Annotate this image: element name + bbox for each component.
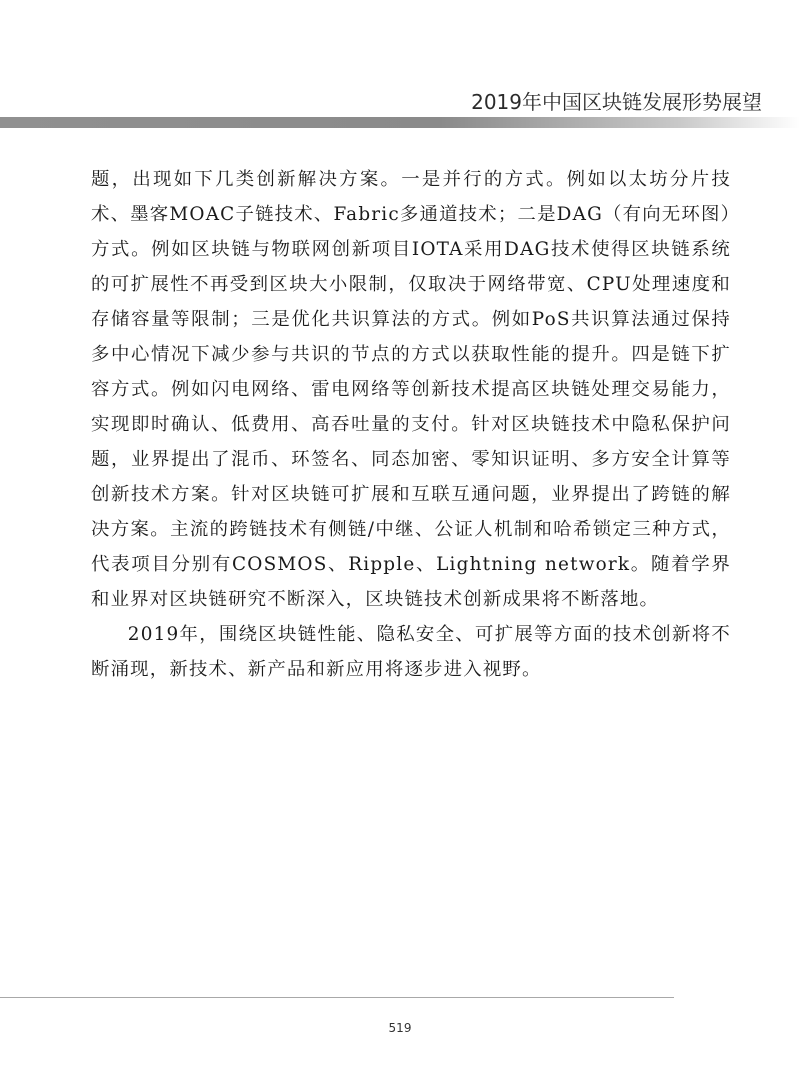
paragraph-2019-outlook: 2019年，围绕区块链性能、隐私安全、可扩展等方面的技术创新将不断涌现，新技术、新产品和新应用将逐步进入视野。 — [91, 624, 731, 680]
page-number: 519 — [388, 1021, 412, 1035]
body-text — [91, 162, 731, 687]
running-header-title: 2019年中国区块链发展形势展望 — [471, 90, 762, 114]
footer-rule — [0, 997, 674, 998]
header-rule — [0, 117, 800, 128]
paragraph-continued: 题，出现如下几类创新解决方案。一是并行的方式。例如以太坊分片技术、墨客MOAC子链技术、Fabric多通道技术；二是DAG（有向无环图）方式。例如区块链与物联网创新项目IOTA采用DAG技术使得区块链系统的可扩展性不再受到区块大小限制，仅取决于网络带宽、CPU处理速度和存储容量等限制；三是优化共识算法的方式。例如PoS共识算法通过保持多中心情况下减少参与共识的节点的方式以获取性能的提升。四是链下扩容方式。例如闪电网络、雷电网络等创新技术提高区块链处理交易能力，实现即时确认、低费用、高吞吐量的支付。针对区块链技术中隐私保护问题，业界提出了混币、环签名、同态加密、零知识证明、多方安全计算等创新技术方案。针对区块链可扩展和互联互通问题，业界提出了跨链的解决方案。主流的跨链技术有侧链/中继、公证人机制和哈希锁定三种方式，代表项目分别有COSMOS、Ripple、Lightning network。随着学界和业界对区块链研究不断深入，区块链技术创新成果将不断落地。 — [91, 169, 731, 610]
